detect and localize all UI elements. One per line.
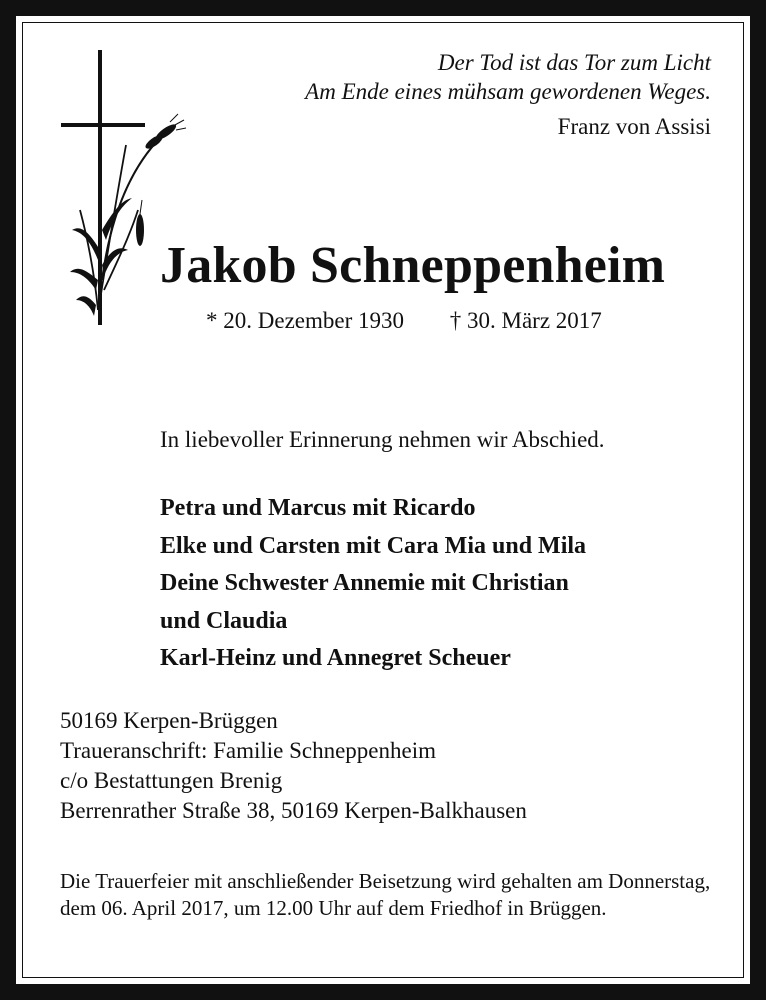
address-line: 50169 Kerpen-Brüggen — [60, 708, 278, 733]
funeral-service-notice: Die Trauerfeier mit anschließender Beisetzung wird gehalten am Donnerstag, dem 06. April 2017, um 12.00 Uhr auf dem Friedhof in Brüggen. — [60, 869, 711, 920]
farewell-text: In liebevoller Erinnerung nehmen wir Abschied. — [160, 427, 605, 452]
quote-line-2: Am Ende eines mühsam gewordenen Weges. — [305, 79, 711, 104]
death-date: † 30. März 2017 — [449, 308, 602, 333]
address-line: Berrenrather Straße 38, 50169 Kerpen-Balkhausen — [60, 798, 527, 823]
address-block — [60, 706, 527, 826]
deceased-name: Jakob Schneppenheim — [160, 237, 666, 294]
mourner-line: Elke und Carsten mit Cara Mia und Mila — [160, 532, 587, 559]
mourner-line: und Claudia — [160, 607, 288, 634]
birth-date: * 20. Dezember 1930 — [206, 308, 404, 333]
mourner-line: Deine Schwester Annemie mit Christian — [160, 570, 569, 596]
mourners-list — [160, 490, 586, 678]
mourner-line: Petra und Marcus mit Ricardo — [160, 495, 476, 521]
address-line: Traueranschrift: Familie Schneppenheim — [60, 738, 437, 763]
address-line: c/o Bestattungen Brenig — [60, 768, 283, 793]
mourner-line: Karl-Heinz und Annegret Scheuer — [160, 645, 511, 671]
quote — [305, 48, 711, 106]
life-dates — [206, 308, 602, 334]
quote-line-1: Der Tod ist das Tor zum Licht — [437, 50, 711, 75]
quote-author: Franz von Assisi — [557, 114, 711, 139]
